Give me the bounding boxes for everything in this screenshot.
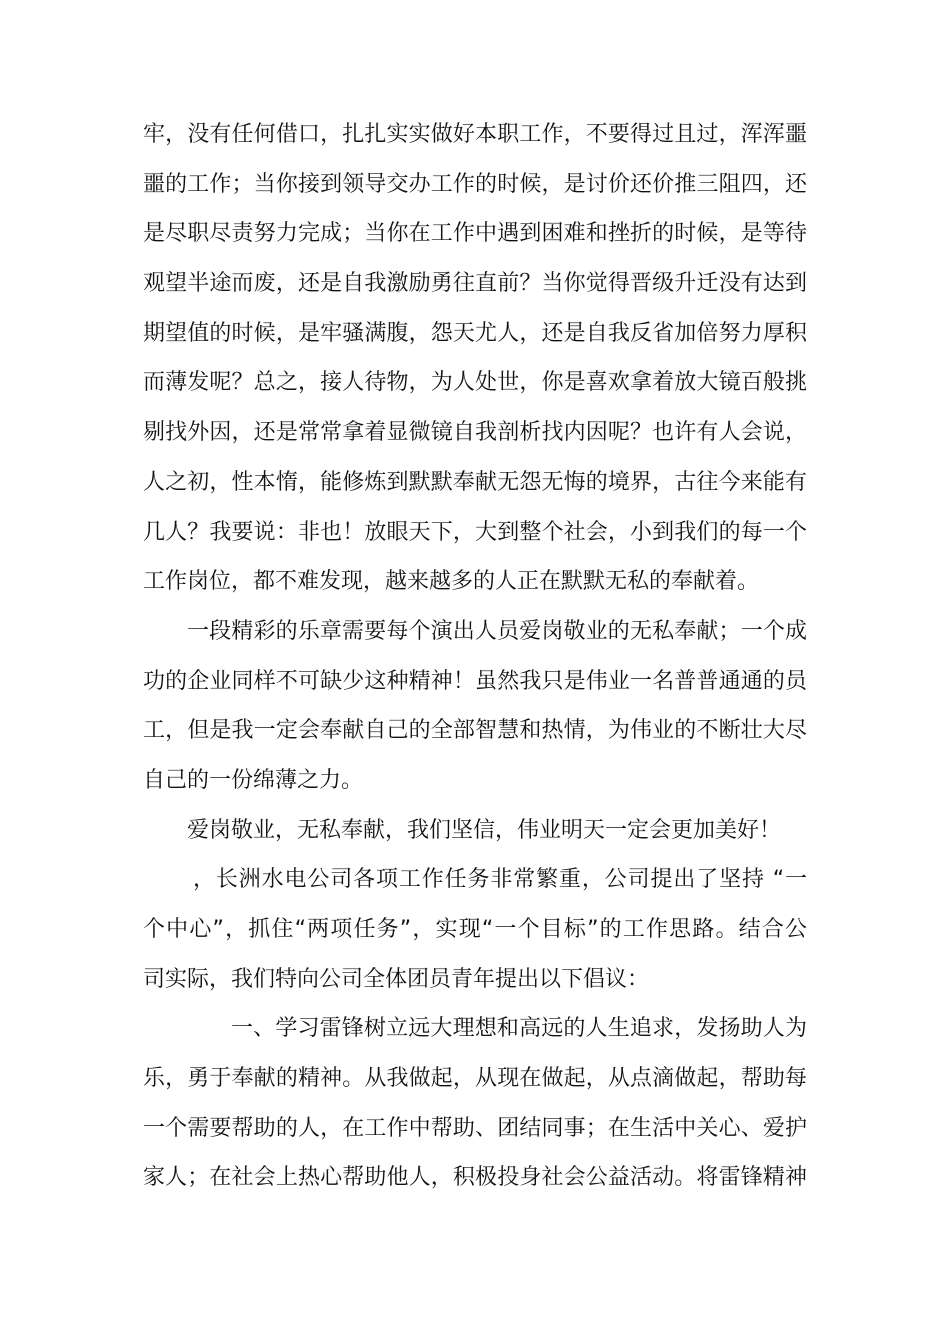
text-line: 爱岗敬业，无私奉献，我们坚信，伟业明天一定会更加美好！ bbox=[187, 817, 782, 843]
text-line: 功的企业同样不可缺少这种精神！虽然我只是伟业一名普普通通的员 bbox=[143, 668, 807, 694]
text-line: 剔找外因，还是常常拿着显微镜自我剖析找内因呢？也许有人会说， bbox=[143, 420, 807, 446]
text-line: 期望值的时候，是牢骚满腹，怨天尤人，还是自我反省加倍努力厚积 bbox=[143, 320, 807, 346]
text-line: 工，但是我一定会奉献自己的全部智慧和热情，为伟业的不断壮大尽 bbox=[143, 718, 807, 744]
text-line: 自己的一份绵薄之力。 bbox=[143, 767, 364, 793]
text-line: ，长洲水电公司各项工作任务非常繁重，公司提出了坚持 “一 bbox=[193, 867, 807, 893]
text-line: 司实际，我们特向公司全体团员青年提出以下倡议： bbox=[143, 966, 650, 992]
document-page bbox=[143, 110, 807, 1203]
text-line: 个中心”，抓住“两项任务”，实现“一个目标”的工作思路。结合公 bbox=[143, 917, 807, 942]
text-line: 观望半途而废，还是自我激励勇往直前？当你觉得晋级升迁没有达到 bbox=[143, 271, 807, 297]
text-line: 一段精彩的乐章需要每个演出人员爱岗敬业的无私奉献；一个成 bbox=[187, 618, 807, 644]
text-line: 一、学习雷锋树立远大理想和高远的人生追求，发扬助人为 bbox=[231, 1016, 807, 1042]
text-line: 一个需要帮助的人，在工作中帮助、团结同事；在生活中关心、爱护 bbox=[143, 1115, 807, 1141]
text-line: 是尽职尽责努力完成；当你在工作中遇到困难和挫折的时候，是等待 bbox=[143, 221, 807, 247]
text-line: 人之初，性本惰，能修炼到默默奉献无怨无悔的境界，古往今来能有 bbox=[143, 469, 807, 495]
text-line: 牢，没有任何借口，扎扎实实做好本职工作，不要得过且过，浑浑噩 bbox=[143, 122, 807, 147]
text-line: 噩的工作；当你接到领导交办工作的时候，是讨价还价推三阻四，还 bbox=[143, 171, 807, 197]
text-line: 工作岗位，都不难发现，越来越多的人正在默默无私的奉献着。 bbox=[143, 569, 760, 595]
text-line: 而薄发呢？总之，接人待物，为人处世，你是喜欢拿着放大镜百般挑 bbox=[143, 370, 807, 396]
text-line: 家人；在社会上热心帮助他人，积极投身社会公益活动。将雷锋精神 bbox=[143, 1165, 807, 1191]
text-line: 乐，勇于奉献的精神。从我做起，从现在做起，从点滴做起，帮助每 bbox=[143, 1066, 807, 1092]
text-line: 几人？我要说：非也！放眼天下，大到整个社会，小到我们的每一个 bbox=[143, 519, 807, 545]
